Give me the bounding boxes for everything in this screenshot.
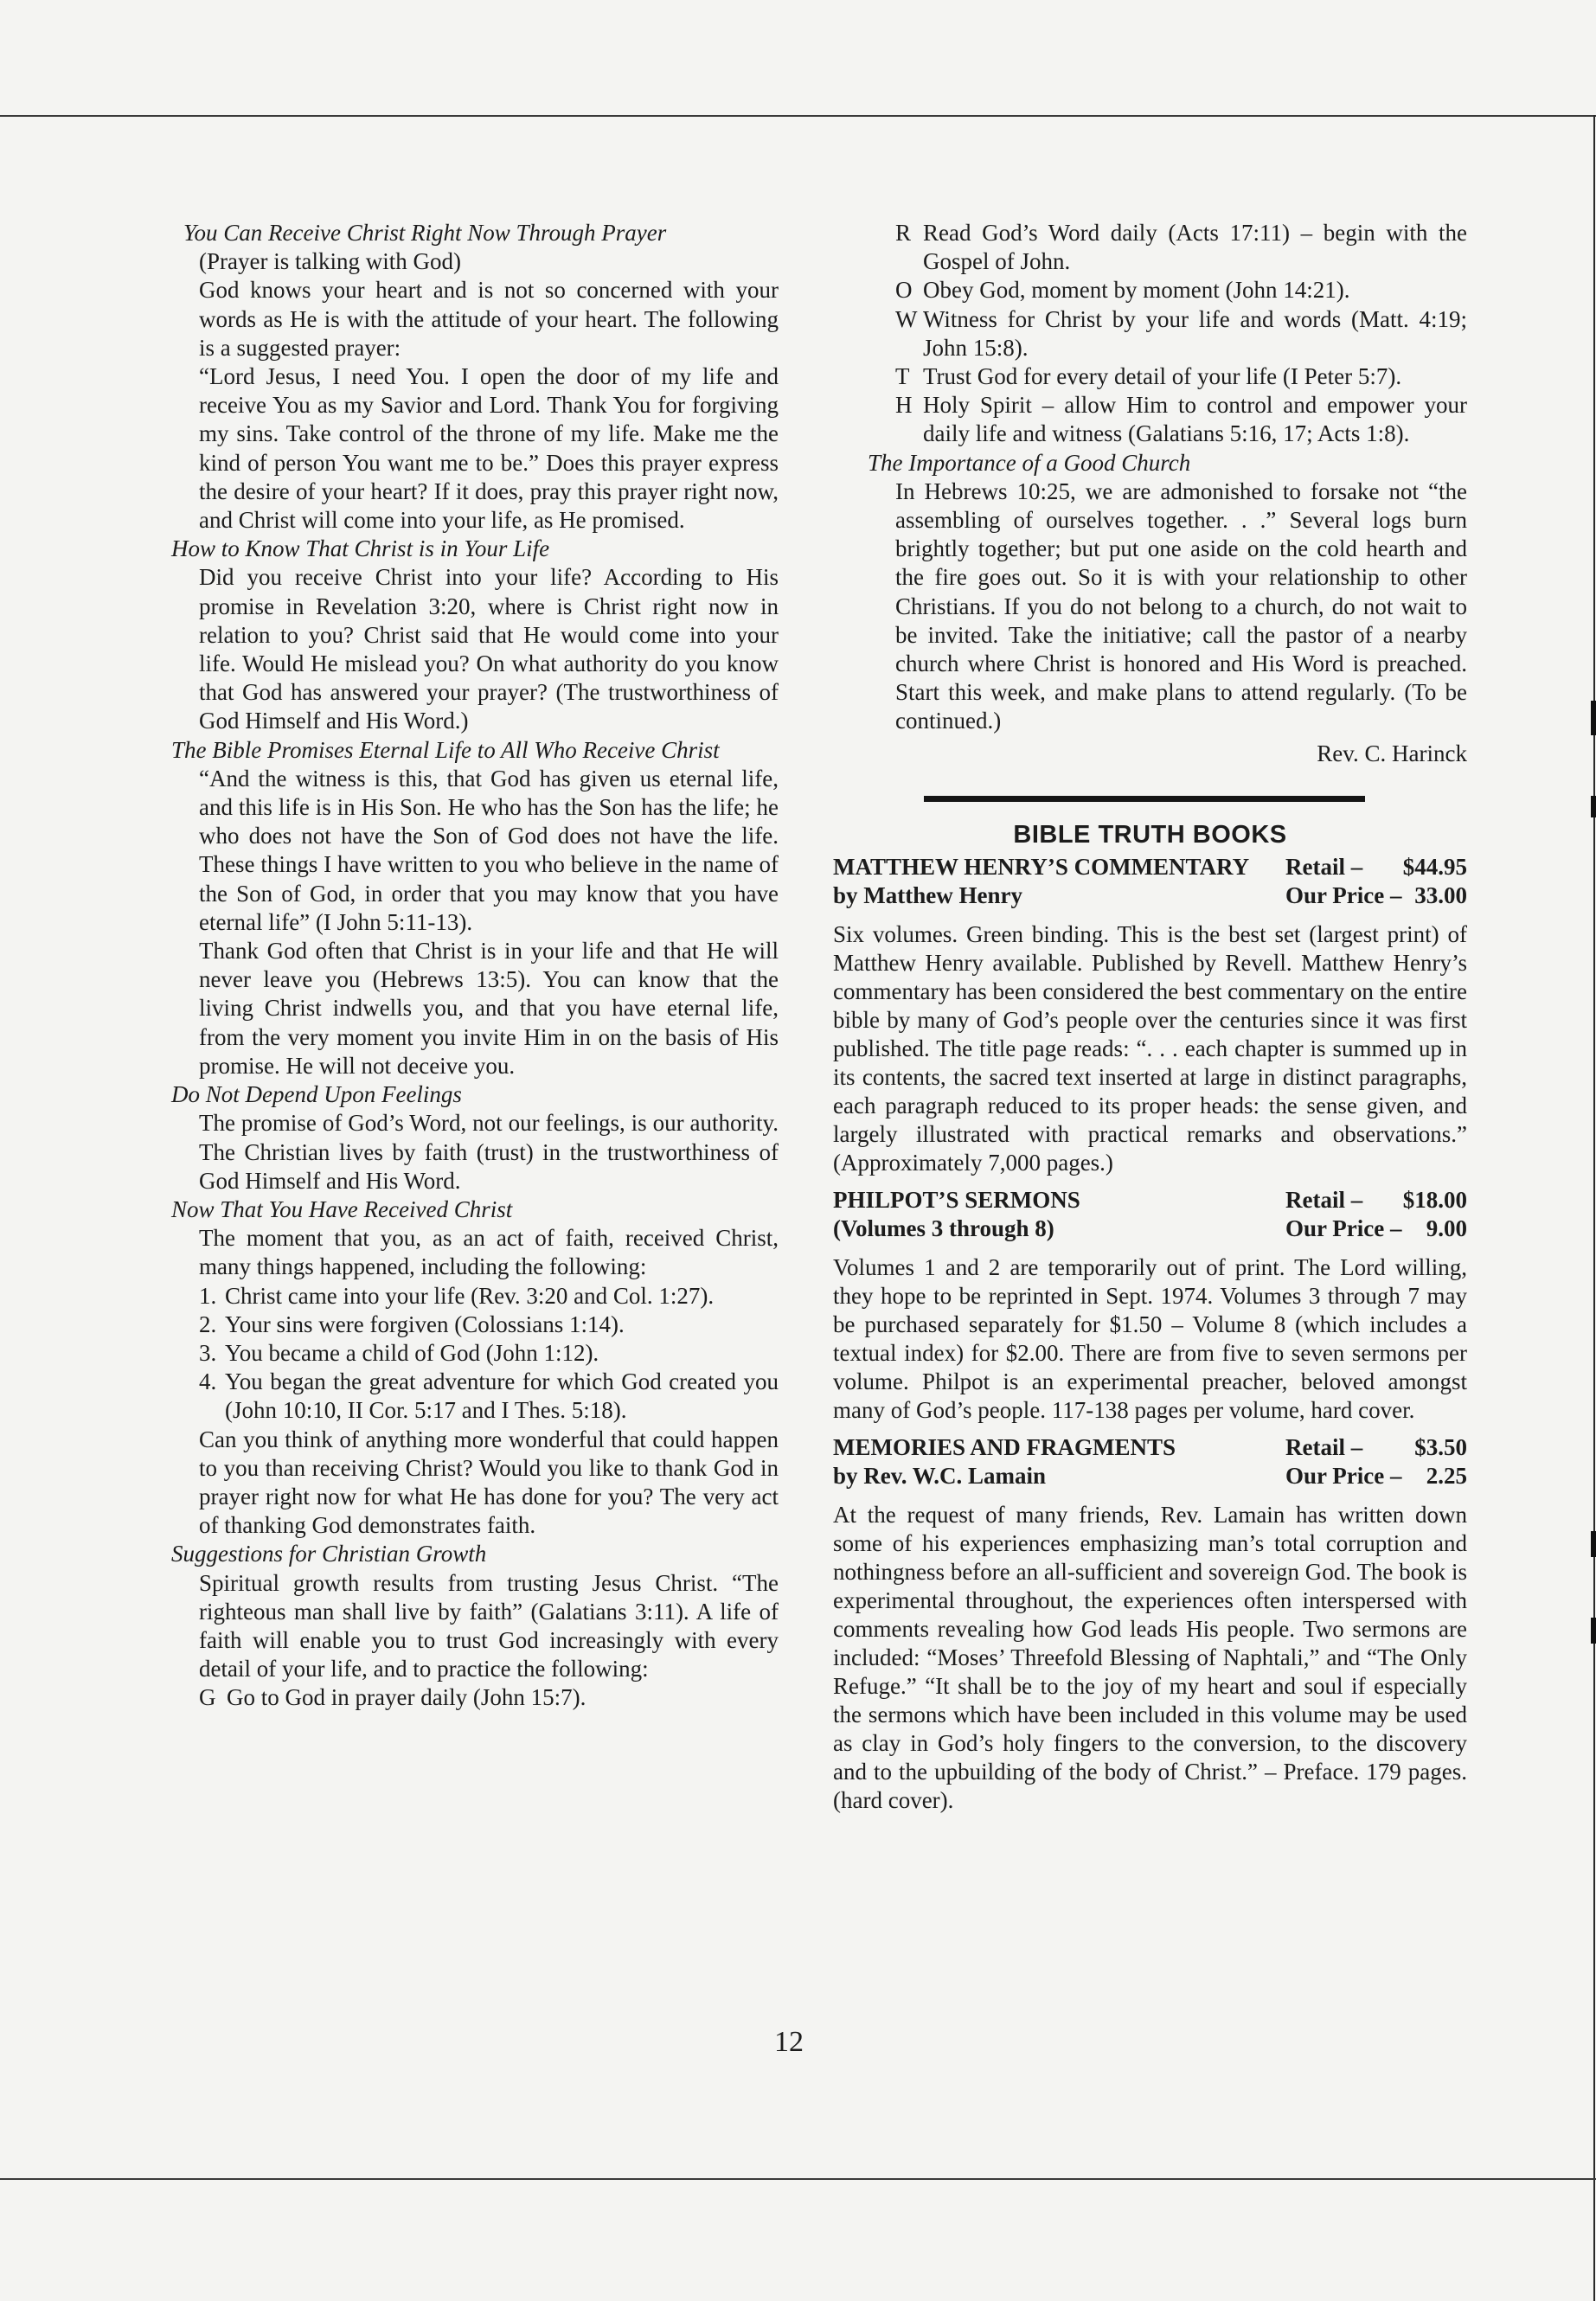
growth-list: [171, 1683, 779, 1712]
retail-price: Retail – $3.50: [1285, 1434, 1467, 1461]
our-price: Our Price – 9.00: [1285, 1215, 1467, 1242]
section-heading: How to Know That Christ is in Your Life: [171, 535, 550, 562]
our-price: Our Price – 2.25: [1285, 1463, 1467, 1490]
section-heading: Do Not Depend Upon Feelings: [171, 1081, 462, 1108]
book-author: by Matthew Henry: [833, 882, 1022, 909]
list-item: 4. You began the great adventure for which God created you (John 10:10, II Cor. 5:17 and I Thes. 5:18).: [199, 1368, 779, 1424]
book-description: Volumes 1 and 2 are temporarily out of print. The Lord willing, they hope to be reprinted in Sept. 1974. Volumes 3 through 7 may be purchased separately for $1.50 – Volume 8 (which includes a textual index) for $2.00. There are from five to seven sermons per volume. Philpot is an experimental preacher, beloved amongst many of God’s people. 117-138 pages per volume, hard cover.: [833, 1254, 1467, 1424]
paragraph: The moment that you, as an act of faith, received Christ, many things happened, including the following:: [199, 1225, 779, 1280]
list-item: O Obey God, moment by moment (John 14:21).: [895, 277, 1350, 304]
book-entry: [833, 1433, 1467, 1815]
section-divider: [924, 796, 1365, 802]
book-title: MATTHEW HENRY’S COMMENTARY: [833, 854, 1250, 881]
paragraph: Did you receive Christ into your life? According to His promise in Revelation 3:20, where is Christ right now in relation to you? Christ said that He would come into your life. Would He mislead you? On what authority do you know that God has answered your prayer? (The trustworthiness of God Himself and His Word.): [199, 564, 779, 734]
numbered-list: [171, 1282, 779, 1426]
section-heading: Now That You Have Received Christ: [171, 1195, 513, 1222]
paragraph: Can you think of anything more wonderful that could happen to you than receiving Christ? Would you like to thank God in prayer right now for what He has done for you? The very act of thanking God demonstrates faith.: [199, 1426, 779, 1539]
book-subheader: [833, 881, 1467, 910]
section-heading: You Can Receive Christ Right Now Through Prayer: [183, 220, 667, 246]
book-header: [833, 853, 1467, 881]
list-item: 1. Christ came into your life (Rev. 3:20 and Col. 1:27).: [199, 1282, 715, 1309]
edge-mark: [1591, 1618, 1596, 1644]
section-heading: The Importance of a Good Church: [868, 449, 1191, 476]
book-title: MEMORIES AND FRAGMENTS: [833, 1434, 1176, 1461]
book-header: [833, 1433, 1467, 1462]
book-entry: [833, 853, 1467, 1177]
edge-mark: [1591, 796, 1596, 817]
book-author: (Volumes 3 through 8): [833, 1215, 1054, 1242]
paragraph: Thank God often that Christ is in your life and that He will never leave you (Hebrews 13:5). You can know that the living Christ indwells you, and that you have eternal life, from the very moment you invite Him in on the basis of His promise. He will not deceive you.: [199, 938, 779, 1079]
edge-mark: [1591, 1531, 1596, 1557]
our-price: Our Price – 33.00: [1285, 882, 1467, 909]
page-right-edge: [1593, 115, 1595, 2301]
page-top-edge: [0, 115, 1596, 117]
left-column: [171, 219, 779, 1713]
page-bottom-edge: [0, 2178, 1596, 2180]
retail-price: Retail – $18.00: [1285, 1187, 1467, 1214]
list-item: H Holy Spirit – allow Him to control and empower your daily life and witness (Galatians 5:16, 17; Acts 1:8).: [895, 392, 1467, 447]
paragraph: The promise of God’s Word, not our feelings, is our authority. The Christian lives by faith (trust) in the trustworthiness of God Himself and His Word.: [199, 1110, 779, 1194]
section-heading: Suggestions for Christian Growth: [171, 1541, 487, 1567]
book-title: PHILPOT’S SERMONS: [833, 1187, 1080, 1214]
book-subheader: [833, 1215, 1467, 1243]
section-heading: The Bible Promises Eternal Life to All Who Receive Christ: [171, 736, 720, 763]
page-number: 12: [774, 2026, 804, 2058]
paragraph: God knows your heart and is not so concerned with your words as He is with the attitude of your heart. The following is a suggested prayer:: [199, 277, 779, 361]
paragraph: (Prayer is talking with God): [199, 248, 461, 275]
prayer-paragraph: “Lord Jesus, I need You. I open the door of my life and receive You as my Savior and Lord. Thank You for forgiving my sins. Take control of the throne of my life. Make me the kind of person You want me to be.” Does this prayer express the desire of your heart? If it does, pray this prayer right now, and Christ will come into your life, as He promised.: [199, 363, 779, 534]
list-item: W Witness for Christ by your life and words (Matt. 4:19; John 15:8).: [895, 305, 1467, 361]
book-author: by Rev. W.C. Lamain: [833, 1463, 1047, 1490]
author-signature: Rev. C. Harinck: [1317, 740, 1467, 766]
list-item: G Go to God in prayer daily (John 15:7).: [199, 1684, 586, 1711]
book-description: At the request of many friends, Rev. Lamain has written down some of his experiences emphasizing man’s total corruption and nothingness before an all-sufficient and sovereign God. The book is experimental throughout, the experiences often interspersed with comments revealing how God leads His people. Two sermons are included: “Moses’ Threefold Blessing of Naphtali,” and “The Only Refuge.” “It shall be to the joy of my heart and soul if especially the sermons which have been included in this volume may be used as clay in God’s holy fingers to the conversion, to the discovery and to the upbuilding of the body of Christ.” – Preface. 179 pages. (hard cover).: [833, 1502, 1467, 1814]
books-title: BIBLE TRUTH BOOKS: [1013, 820, 1287, 849]
book-description: Six volumes. Green binding. This is the best set (largest print) of Matthew Henry available. Published by Revell. Matthew Henry’s commentary has been considered the best commentary on the entire bible by many of God’s people over the centuries since it was first published. The title page reads: “. . . each chapter is summed up in its contents, the sacred text inserted at large in distinct paragraphs, each paragraph reduced to its proper heads: the sense given, and largely illustrated with practical remarks and observations.” (Approximately 7,000 pages.): [833, 921, 1467, 1176]
right-column: [833, 219, 1467, 1823]
list-item: 2. Your sins were forgiven (Colossians 1:14).: [199, 1311, 625, 1337]
list-item: 3. You became a child of God (John 1:12).: [199, 1339, 599, 1366]
book-header: [833, 1186, 1467, 1215]
list-item: T Trust God for every detail of your life (I Peter 5:7).: [895, 363, 1402, 390]
edge-mark: [1591, 701, 1596, 735]
book-subheader: [833, 1462, 1467, 1490]
paragraph: In Hebrews 10:25, we are admonished to forsake not “the assembling of ourselves together. . .” Several logs burn brightly together; but put one aside on the cold hearth and the fire goes out. So it is with your relationship to other Christians. If you do not belong to a church, do not wait to be invited. Take the initiative; call the pastor of a nearby church where Christ is honored and His Word is preached. Start this week, and make plans to attend regularly. (To be continued.): [895, 478, 1467, 734]
growth-list: [831, 219, 1467, 449]
retail-price: Retail – $44.95: [1285, 854, 1467, 881]
book-entry: [833, 1186, 1467, 1425]
scripture-quote: “And the witness is this, that God has given us eternal life, and this life is in His Son. He who has the Son has the life; he who does not have the Son of God does not have the life. These things I have written to you who believe in the name of the Son of God, in order that you may know that you have eternal life” (I John 5:11-13).: [199, 765, 779, 935]
paragraph: Spiritual growth results from trusting Jesus Christ. “The righteous man shall live by faith” (Galatians 3:11). A life of faith will enable you to trust God increasingly with every detail of your life, and to practice the following:: [199, 1569, 779, 1682]
list-item: R Read God’s Word daily (Acts 17:11) – begin with the Gospel of John.: [895, 220, 1467, 275]
